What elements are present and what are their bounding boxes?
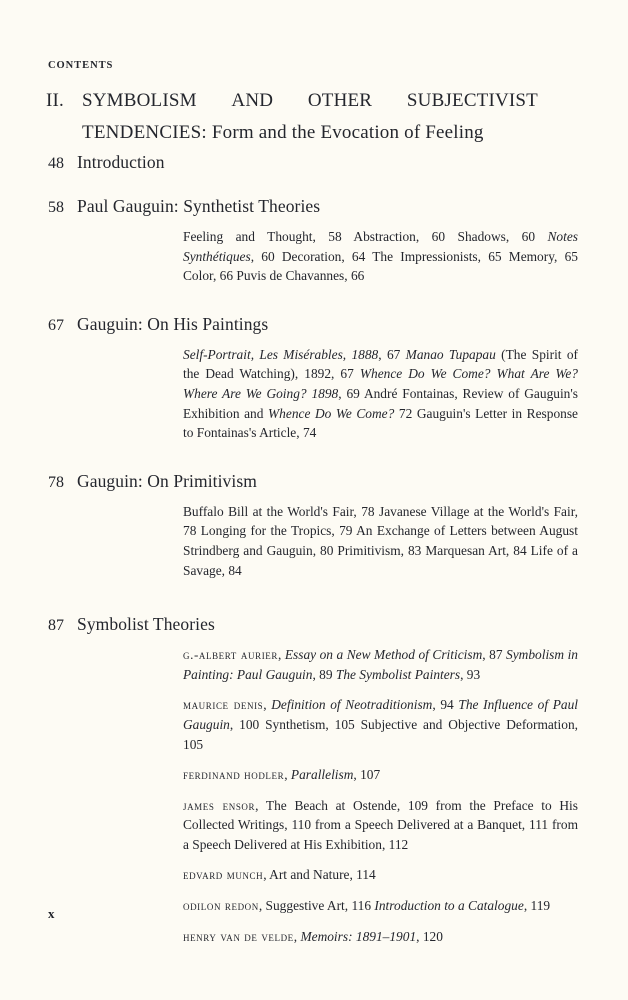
subitem-text: , 87 xyxy=(482,647,507,663)
subitem-title: Definition of Neotraditionism xyxy=(271,697,433,713)
subitem-text: , 107 xyxy=(353,767,381,783)
subitem-text: , 89 xyxy=(312,666,336,682)
entry-title: Symbolist Theories xyxy=(77,614,215,635)
subitem-author: g.-albert aurier xyxy=(183,647,278,663)
subitem-title: Memoirs: 1891–1901 xyxy=(300,928,417,944)
contents-entry[interactable] xyxy=(0,310,628,443)
subitem-text: , 67 xyxy=(378,346,406,362)
part-title-word: OTHER xyxy=(307,90,373,111)
entry-subitems xyxy=(183,865,578,885)
subitem-author: james ensor xyxy=(183,797,256,813)
subitem-title: Whence Do We Come? xyxy=(268,405,395,421)
subitem-text: 72 Gauguin's Letter in Response to Fontainas's Article, 74 xyxy=(183,405,578,441)
entry-subitems xyxy=(183,502,578,580)
subitem-author: edvard munch xyxy=(183,867,264,883)
part-title-words xyxy=(82,86,580,116)
running-head: CONTENTS xyxy=(48,60,114,71)
subitem-text: , The Beach at Ostende, 109 from the Preface to His Collected Writings, 110 from a Speech Delivered at a Banquet, 111 from a Speech Delivered at His Exhibition, 112 xyxy=(183,797,578,852)
subitem-title: Whence Do We Come? What Are We? Where Are We Going? 1898 xyxy=(183,366,578,401)
page-folio: x xyxy=(48,906,55,921)
subitem-text: , Art and Nature, 114 xyxy=(263,867,376,883)
contents-entry[interactable] xyxy=(0,467,628,580)
entry-spacer xyxy=(0,178,628,192)
subitem-title: The Influence of Paul Gauguin xyxy=(183,697,578,732)
part-title xyxy=(46,86,580,148)
part-title-word: AND xyxy=(231,90,274,111)
contents-entry-head[interactable] xyxy=(0,148,628,178)
subitem-title: Notes Synthétiques xyxy=(183,229,578,264)
subitem-text: , 119 xyxy=(523,898,551,914)
subitem-title: Essay on a New Method of Criticism xyxy=(284,647,483,663)
subitem-title: The Symbolist Painters xyxy=(335,666,461,682)
contents-entry[interactable] xyxy=(0,148,628,178)
entry-page-number: 48 xyxy=(48,155,64,172)
entry-page-number: 78 xyxy=(48,473,64,491)
part-title-line-1 xyxy=(46,86,580,116)
entry-subitems xyxy=(183,927,578,947)
entry-spacer xyxy=(0,286,628,310)
subitem-text: , xyxy=(277,647,285,663)
subitem-author: ferdinand hodler xyxy=(183,767,285,783)
entry-subitems xyxy=(183,695,578,754)
subitem-text: , 60 Decoration, 64 The Impressionists, 65 Memory, 65 Color, 66 Puvis de Chavannes, 66 xyxy=(183,248,578,284)
entry-subitems xyxy=(183,896,578,916)
subitem-author: henry van de velde xyxy=(183,928,294,944)
entry-title: Introduction xyxy=(77,152,165,172)
entry-subitems xyxy=(183,645,578,684)
entry-spacer xyxy=(0,580,628,610)
entry-page-number: 58 xyxy=(48,199,64,216)
part-title-word: SYMBOLISM xyxy=(82,90,197,111)
subitem-text: , 94 xyxy=(432,697,459,713)
subitem-author: odilon redon xyxy=(183,898,259,914)
part-title-word: SUBJECTIVIST xyxy=(406,90,538,111)
entry-subitems xyxy=(183,227,578,286)
subitem-text: , 69 André Fontainas, Review of Gauguin's Exhibition and xyxy=(183,385,578,421)
contents-entry-head[interactable] xyxy=(0,610,628,640)
subitem-text: Feeling and Thought, 58 Abstraction, 60 Shadows, 60 xyxy=(183,229,548,244)
subitem-title: Parallelism xyxy=(290,767,354,783)
part-subtitle-caps: TENDENCIES: xyxy=(82,122,207,143)
entry-subitems xyxy=(183,345,578,443)
contents-entry[interactable] xyxy=(0,192,628,286)
subitem-text: , Suggestive Art, 116 xyxy=(258,898,375,914)
subitem-text: , 100 Synthetism, 105 Subjective and Objective Deformation, 105 xyxy=(183,716,578,752)
entry-title: Gauguin: On Primitivism xyxy=(77,470,257,491)
entry-page-number: 67 xyxy=(48,316,64,334)
subitem-text: , xyxy=(293,928,301,944)
entry-subitems xyxy=(183,765,578,785)
subitem-text: , xyxy=(263,697,272,713)
entry-title: Gauguin: On His Paintings xyxy=(77,313,269,334)
subitem-text: (The Spirit of the Dead Watching), 1892, 67 xyxy=(183,346,579,382)
part-numeral: II. xyxy=(46,90,64,111)
contents-entry-list xyxy=(0,148,628,946)
entry-subitems xyxy=(183,796,578,855)
subitem-text: Buffalo Bill at the World's Fair, 78 Javanese Village at the World's Fair, 78 Longing for the Tropics, 79 An Exchange of Letters between August Strindberg and Gauguin, 80 Primitivism, 83 Marquesan Art, 84 Life of a Savage, 84 xyxy=(183,503,578,578)
subitem-author: maurice denis xyxy=(183,697,264,713)
contents-entry[interactable] xyxy=(0,610,628,946)
subitem-text: , xyxy=(284,767,291,783)
subitem-text: , 120 xyxy=(416,928,443,944)
entry-spacer xyxy=(0,443,628,467)
subitem-title: Manao Tupapau xyxy=(405,346,496,362)
subitem-text: , 93 xyxy=(460,666,481,682)
subitem-title: Self-Portrait, Les Misérables, 1888 xyxy=(183,346,379,362)
entry-page-number: 87 xyxy=(48,617,64,635)
subitem-title: Introduction to a Catalogue xyxy=(374,898,524,914)
entry-title: Paul Gauguin: Synthetist Theories xyxy=(77,196,321,216)
contents-entry-head[interactable] xyxy=(0,467,628,497)
contents-entry-head[interactable] xyxy=(0,310,628,340)
contents-entry-head[interactable] xyxy=(0,192,628,222)
subitem-title: Symbolism in Painting: Paul Gauguin xyxy=(183,647,579,682)
part-title-line-2 xyxy=(46,118,580,148)
part-subtitle-rest: Form and the Evocation of Feeling xyxy=(211,122,484,143)
